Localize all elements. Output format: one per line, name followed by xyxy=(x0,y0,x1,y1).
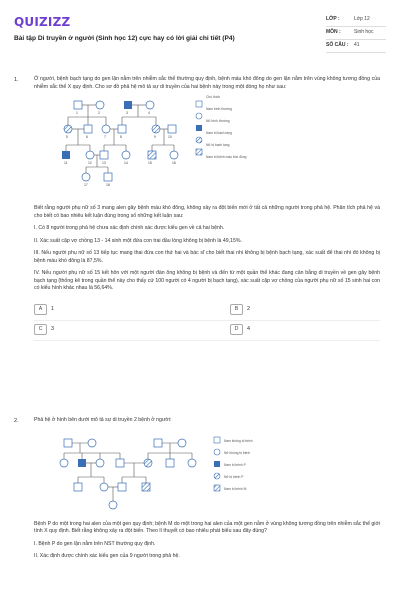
female-normal-icon xyxy=(96,101,104,109)
svg-text:7: 7 xyxy=(104,135,106,140)
statement-2: II. Xác suất cặp vợ chồng 13 - 14 sinh một đứa con trai đầu lòng không bị bệnh là 49,15%. xyxy=(34,237,242,244)
answer-divider xyxy=(34,340,380,341)
statement-1: I. Có 8 người trong phả hệ chưa xác định chính xác được kiểu gen về cả hai bệnh. xyxy=(34,225,225,232)
male-normal-icon xyxy=(84,125,92,133)
quizizz-logo[interactable]: QUIZIZZ xyxy=(14,15,71,29)
female-normal-icon xyxy=(122,151,130,159)
male-normal-icon xyxy=(100,151,108,159)
svg-text:2: 2 xyxy=(98,111,100,116)
header xyxy=(14,12,386,54)
svg-text:14: 14 xyxy=(124,161,128,166)
answer-letter: A xyxy=(34,304,47,315)
svg-text:10: 10 xyxy=(168,135,172,140)
male-hemophilia-icon xyxy=(148,151,156,159)
svg-text:16: 16 xyxy=(172,161,176,166)
worksheet-title: Bài tập Di truyền ở người (Sinh học 12) cực hay có lời giải chi tiết (P4) xyxy=(14,35,235,42)
meta-label: SỐ CÂU : xyxy=(326,42,349,49)
pedigree-legend-labels xyxy=(224,435,253,495)
pedigree-chart-1 xyxy=(56,95,266,199)
question-body xyxy=(34,76,380,353)
svg-text:13: 13 xyxy=(102,161,106,166)
answer-text: 1 xyxy=(51,305,54,312)
legend-label: Nữ bình thường xyxy=(206,119,230,124)
answer-divider xyxy=(34,320,380,321)
answer-text: 2 xyxy=(247,305,250,312)
answer-option-d[interactable] xyxy=(230,323,380,337)
female-affected-icon xyxy=(64,125,72,133)
svg-text:3: 3 xyxy=(126,111,128,116)
meta-value: Lớp 12 xyxy=(354,16,370,23)
pedigree-legend-labels xyxy=(206,91,247,163)
male-affected-icon xyxy=(124,101,132,109)
female-normal-icon xyxy=(82,173,90,181)
female-normal-icon xyxy=(146,101,154,109)
svg-text:15: 15 xyxy=(148,161,152,166)
legend-label: Nam bị bạch tạng xyxy=(206,131,232,136)
legend-label: Nam bị bệnh M xyxy=(224,486,247,491)
statement-4: IV. Nếu người phụ nữ số 15 kết hôn với một người đàn ông không bị bệnh và đến từ một quần thể khác đang cân bằng di truyền về gen gây bệnh bạch tạng (thống kê trong quần thể này cho thấy cứ 100 người có 4 người bị bạch tạng), xác suất cặp vợ chồng của người phụ nữ số 15 sinh hai con có kiểu hình khác nhau là 56,64%. xyxy=(34,270,380,292)
legend-label: Nam bình thường xyxy=(206,107,232,112)
svg-text:5: 5 xyxy=(66,135,68,140)
legend-label: Nữ bị bạch tạng xyxy=(206,143,230,148)
pedigree-legend xyxy=(196,101,202,155)
svg-text:4: 4 xyxy=(148,111,150,116)
svg-text:18: 18 xyxy=(106,183,110,188)
svg-text:17: 17 xyxy=(84,183,88,188)
male-normal-icon xyxy=(118,125,126,133)
answer-option-c[interactable] xyxy=(34,323,184,337)
female-normal-icon xyxy=(86,151,94,159)
question-intro: Phả hệ ở hình bên dưới mô tả sự di truyền 2 bệnh ở người: xyxy=(34,417,172,423)
meta-info xyxy=(326,14,386,53)
svg-text:1: 1 xyxy=(76,111,78,116)
legend-label: Nữ không bị bệnh xyxy=(224,450,251,455)
statement-2: II. Xác định được chính xác kiểu gen của 9 người trong phả hệ. xyxy=(34,553,180,560)
meta-label: MÔN : xyxy=(326,29,341,36)
svg-text:9: 9 xyxy=(154,135,156,140)
svg-text:12: 12 xyxy=(88,161,92,166)
male-affected-icon xyxy=(62,151,70,159)
question-body xyxy=(34,417,380,561)
question-stem: Biết rằng người phụ nữ số 3 mang alen gây bệnh máu khó đông, không xảy ra đột biến mới ở tất cả những người trong phả hệ. Phân tích phả hệ và cho biết có bao nhiêu kết luận đúng trong số những kết luận sau: xyxy=(34,205,380,219)
female-normal-icon xyxy=(102,125,110,133)
male-normal-icon xyxy=(74,101,82,109)
meta-value: Sinh học xyxy=(354,29,374,36)
svg-text:11: 11 xyxy=(64,161,68,166)
male-normal-icon xyxy=(104,173,112,181)
question-stem: Bệnh P do một trong hai alen của một gen quy định; bệnh M do một trong hai alen của một gen nằm ở vùng không tương đồng trên nhiễm sắc thể giới tính X quy định. Biết rằng không xảy ra đột biến. Theo lí thuyết có bao nhiêu phát biểu sau đây đúng? xyxy=(34,520,380,535)
legend-label: Nam không bị bệnh xyxy=(224,438,253,443)
statement-3: III. Nếu người phụ nữ số 13 tiếp tục mang thai đứa con thứ hai và bác sĩ cho biết thai nhi không bị bệnh bạch tạng, xác suất để thai nhi đó không bị bệnh máu khó đông là 87,5%. xyxy=(34,250,380,264)
male-normal-icon xyxy=(168,125,176,133)
answer-letter: D xyxy=(230,324,243,335)
answer-text: 3 xyxy=(51,325,54,332)
meta-row-count xyxy=(326,40,386,53)
answer-letter: C xyxy=(34,324,47,335)
pedigree-chart-2 xyxy=(56,433,266,515)
answer-option-a[interactable] xyxy=(34,303,184,317)
meta-row-subject xyxy=(326,27,386,40)
svg-text:8: 8 xyxy=(120,135,122,140)
legend-title: Chú thích xyxy=(206,95,221,100)
question-intro: Ở người, bệnh bạch tạng do gen lặn nằm trên nhiễm sắc thể thường quy định, bệnh máu khó đông do gen lặn nằm trên vùng không tương đồng của nhiễm sắc thể X quy định. Cho sơ đồ phả hệ mô tả sự di truyền của hai bệnh này trong một dòng họ như sau: xyxy=(34,76,380,90)
female-normal-icon xyxy=(170,151,178,159)
answer-text: 4 xyxy=(247,325,250,332)
answer-option-b[interactable] xyxy=(230,303,380,317)
meta-value: 41 xyxy=(354,42,360,49)
legend-label: Nữ bị bệnh P xyxy=(224,474,244,479)
question-number: 1. xyxy=(14,77,19,83)
answer-letter: B xyxy=(230,304,243,315)
female-affected-icon xyxy=(152,125,160,133)
statement-1: I. Bệnh P do gen lặn nằm trên NST thường quy định. xyxy=(34,540,156,547)
legend-label: Nam bị bệnh P xyxy=(224,462,246,467)
meta-label: LỚP : xyxy=(326,16,340,23)
question-number: 2. xyxy=(14,418,19,424)
legend-label: Nam bị bệnh máu khó đông xyxy=(206,155,247,160)
meta-row-class xyxy=(326,14,386,27)
svg-text:6: 6 xyxy=(86,135,88,140)
answer-options xyxy=(34,303,380,353)
